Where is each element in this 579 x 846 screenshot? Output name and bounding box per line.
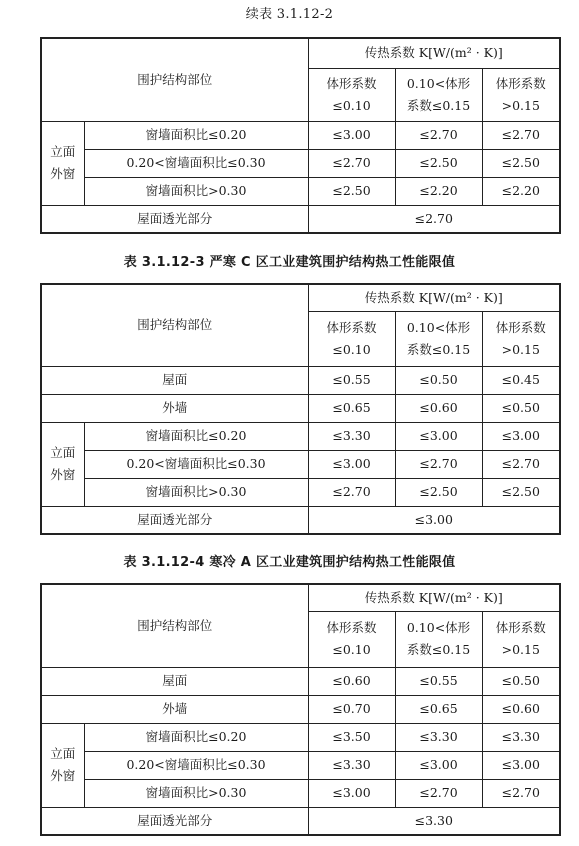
cell-value: ≤0.55 (308, 366, 395, 394)
row-label: 窗墙面积比>0.30 (84, 478, 308, 506)
table-row (41, 506, 560, 534)
group-label: 立面 外窗 (41, 723, 84, 807)
table-row (41, 667, 560, 695)
cell-value: ≤0.60 (395, 394, 482, 422)
cell-value: ≤3.00 (395, 422, 482, 450)
table-row (41, 205, 560, 233)
cell-value: ≤0.60 (308, 667, 395, 695)
cell-value: ≤2.50 (482, 149, 560, 177)
col-head-shape-3: 体形系数 >0.15 (482, 68, 560, 121)
table-row (41, 779, 560, 807)
cell-value: ≤2.70 (308, 205, 560, 233)
row-label: 屋面透光部分 (41, 506, 308, 534)
row-label: 屋面透光部分 (41, 205, 308, 233)
table-row (41, 149, 560, 177)
row-label: 窗墙面积比≤0.20 (84, 121, 308, 149)
cell-value: ≤0.55 (395, 667, 482, 695)
cell-value: ≤2.70 (308, 149, 395, 177)
table-row (41, 422, 560, 450)
table-caption: 表 3.1.12-4 寒冷 A 区工业建筑围护结构热工性能限值 (123, 555, 456, 570)
row-label: 0.20<窗墙面积比≤0.30 (84, 450, 308, 478)
cell-value: ≤2.70 (482, 121, 560, 149)
cell-value: ≤3.30 (395, 723, 482, 751)
row-label: 外墙 (41, 394, 308, 422)
row-label: 屋面 (41, 667, 308, 695)
col-head-shape-3: 体形系数 >0.15 (482, 611, 560, 667)
cell-value: ≤3.50 (308, 723, 395, 751)
cell-value: ≤2.70 (395, 450, 482, 478)
table-row (41, 177, 560, 205)
table-3-1-12-3 (40, 283, 561, 535)
row-label: 窗墙面积比≤0.20 (84, 723, 308, 751)
col-head-shape-2: 0.10<体形 系数≤0.15 (395, 68, 482, 121)
table-row (41, 807, 560, 835)
table-row (41, 478, 560, 506)
col-head-shape-1: 体形系数 ≤0.10 (308, 68, 395, 121)
cell-value: ≤0.70 (308, 695, 395, 723)
cell-value: ≤2.50 (395, 149, 482, 177)
cell-value: ≤3.30 (308, 807, 560, 835)
cell-value: ≤3.00 (308, 779, 395, 807)
cell-value: ≤3.00 (482, 751, 560, 779)
cell-value: ≤0.50 (395, 366, 482, 394)
row-label: 屋面 (41, 366, 308, 394)
cell-value: ≤2.70 (482, 450, 560, 478)
table-3-1-12-2 (40, 37, 561, 234)
group-label: 立面 外窗 (41, 422, 84, 506)
cell-value: ≤0.60 (482, 695, 560, 723)
cell-value: ≤0.65 (308, 394, 395, 422)
cell-value: ≤2.50 (395, 478, 482, 506)
cell-value: ≤3.00 (308, 506, 560, 534)
cell-value: ≤3.30 (308, 751, 395, 779)
row-label: 窗墙面积比>0.30 (84, 177, 308, 205)
col-head-shape-2: 0.10<体形 系数≤0.15 (395, 611, 482, 667)
row-label: 0.20<窗墙面积比≤0.30 (84, 149, 308, 177)
col-head-shape-3: 体形系数 >0.15 (482, 311, 560, 366)
cell-value: ≤3.00 (482, 422, 560, 450)
cell-value: ≤2.70 (395, 779, 482, 807)
col-head-part: 围护结构部位 (41, 584, 308, 667)
col-head-k: 传热系数 K[W/(m² · K)] (308, 284, 560, 311)
cell-value: ≤0.45 (482, 366, 560, 394)
cell-value: ≤0.65 (395, 695, 482, 723)
col-head-shape-1: 体形系数 ≤0.10 (308, 611, 395, 667)
table-caption: 表 3.1.12-3 严寒 C 区工业建筑围护结构热工性能限值 (123, 255, 456, 270)
table-row (41, 450, 560, 478)
col-head-k: 传热系数 K[W/(m² · K)] (308, 38, 560, 68)
cell-value: ≤0.50 (482, 667, 560, 695)
table-row (41, 121, 560, 149)
cell-value: ≤2.70 (395, 121, 482, 149)
table-row (41, 366, 560, 394)
cell-value: ≤3.00 (308, 450, 395, 478)
cell-value: ≤3.30 (482, 723, 560, 751)
col-head-k: 传热系数 K[W/(m² · K)] (308, 584, 560, 611)
col-head-part: 围护结构部位 (41, 284, 308, 366)
col-head-shape-1: 体形系数 ≤0.10 (308, 311, 395, 366)
cell-value: ≤2.50 (482, 478, 560, 506)
table-row (41, 723, 560, 751)
cell-value: ≤2.70 (482, 779, 560, 807)
col-head-shape-2: 0.10<体形 系数≤0.15 (395, 311, 482, 366)
cell-value: ≤3.00 (395, 751, 482, 779)
cell-value: ≤2.50 (308, 177, 395, 205)
cell-value: ≤2.20 (482, 177, 560, 205)
cell-value: ≤2.20 (395, 177, 482, 205)
table-3-1-12-4 (40, 583, 561, 836)
row-label: 窗墙面积比≤0.20 (84, 422, 308, 450)
row-label: 窗墙面积比>0.30 (84, 779, 308, 807)
cell-value: ≤3.00 (308, 121, 395, 149)
table-row (41, 695, 560, 723)
group-label: 立面 外窗 (41, 121, 84, 205)
row-label: 外墙 (41, 695, 308, 723)
table-row (41, 751, 560, 779)
col-head-part: 围护结构部位 (41, 38, 308, 121)
cell-value: ≤2.70 (308, 478, 395, 506)
row-label: 0.20<窗墙面积比≤0.30 (84, 751, 308, 779)
table-row (41, 394, 560, 422)
table-continued-caption: 续表 3.1.12-2 (245, 7, 334, 22)
cell-value: ≤0.50 (482, 394, 560, 422)
cell-value: ≤3.30 (308, 422, 395, 450)
row-label: 屋面透光部分 (41, 807, 308, 835)
